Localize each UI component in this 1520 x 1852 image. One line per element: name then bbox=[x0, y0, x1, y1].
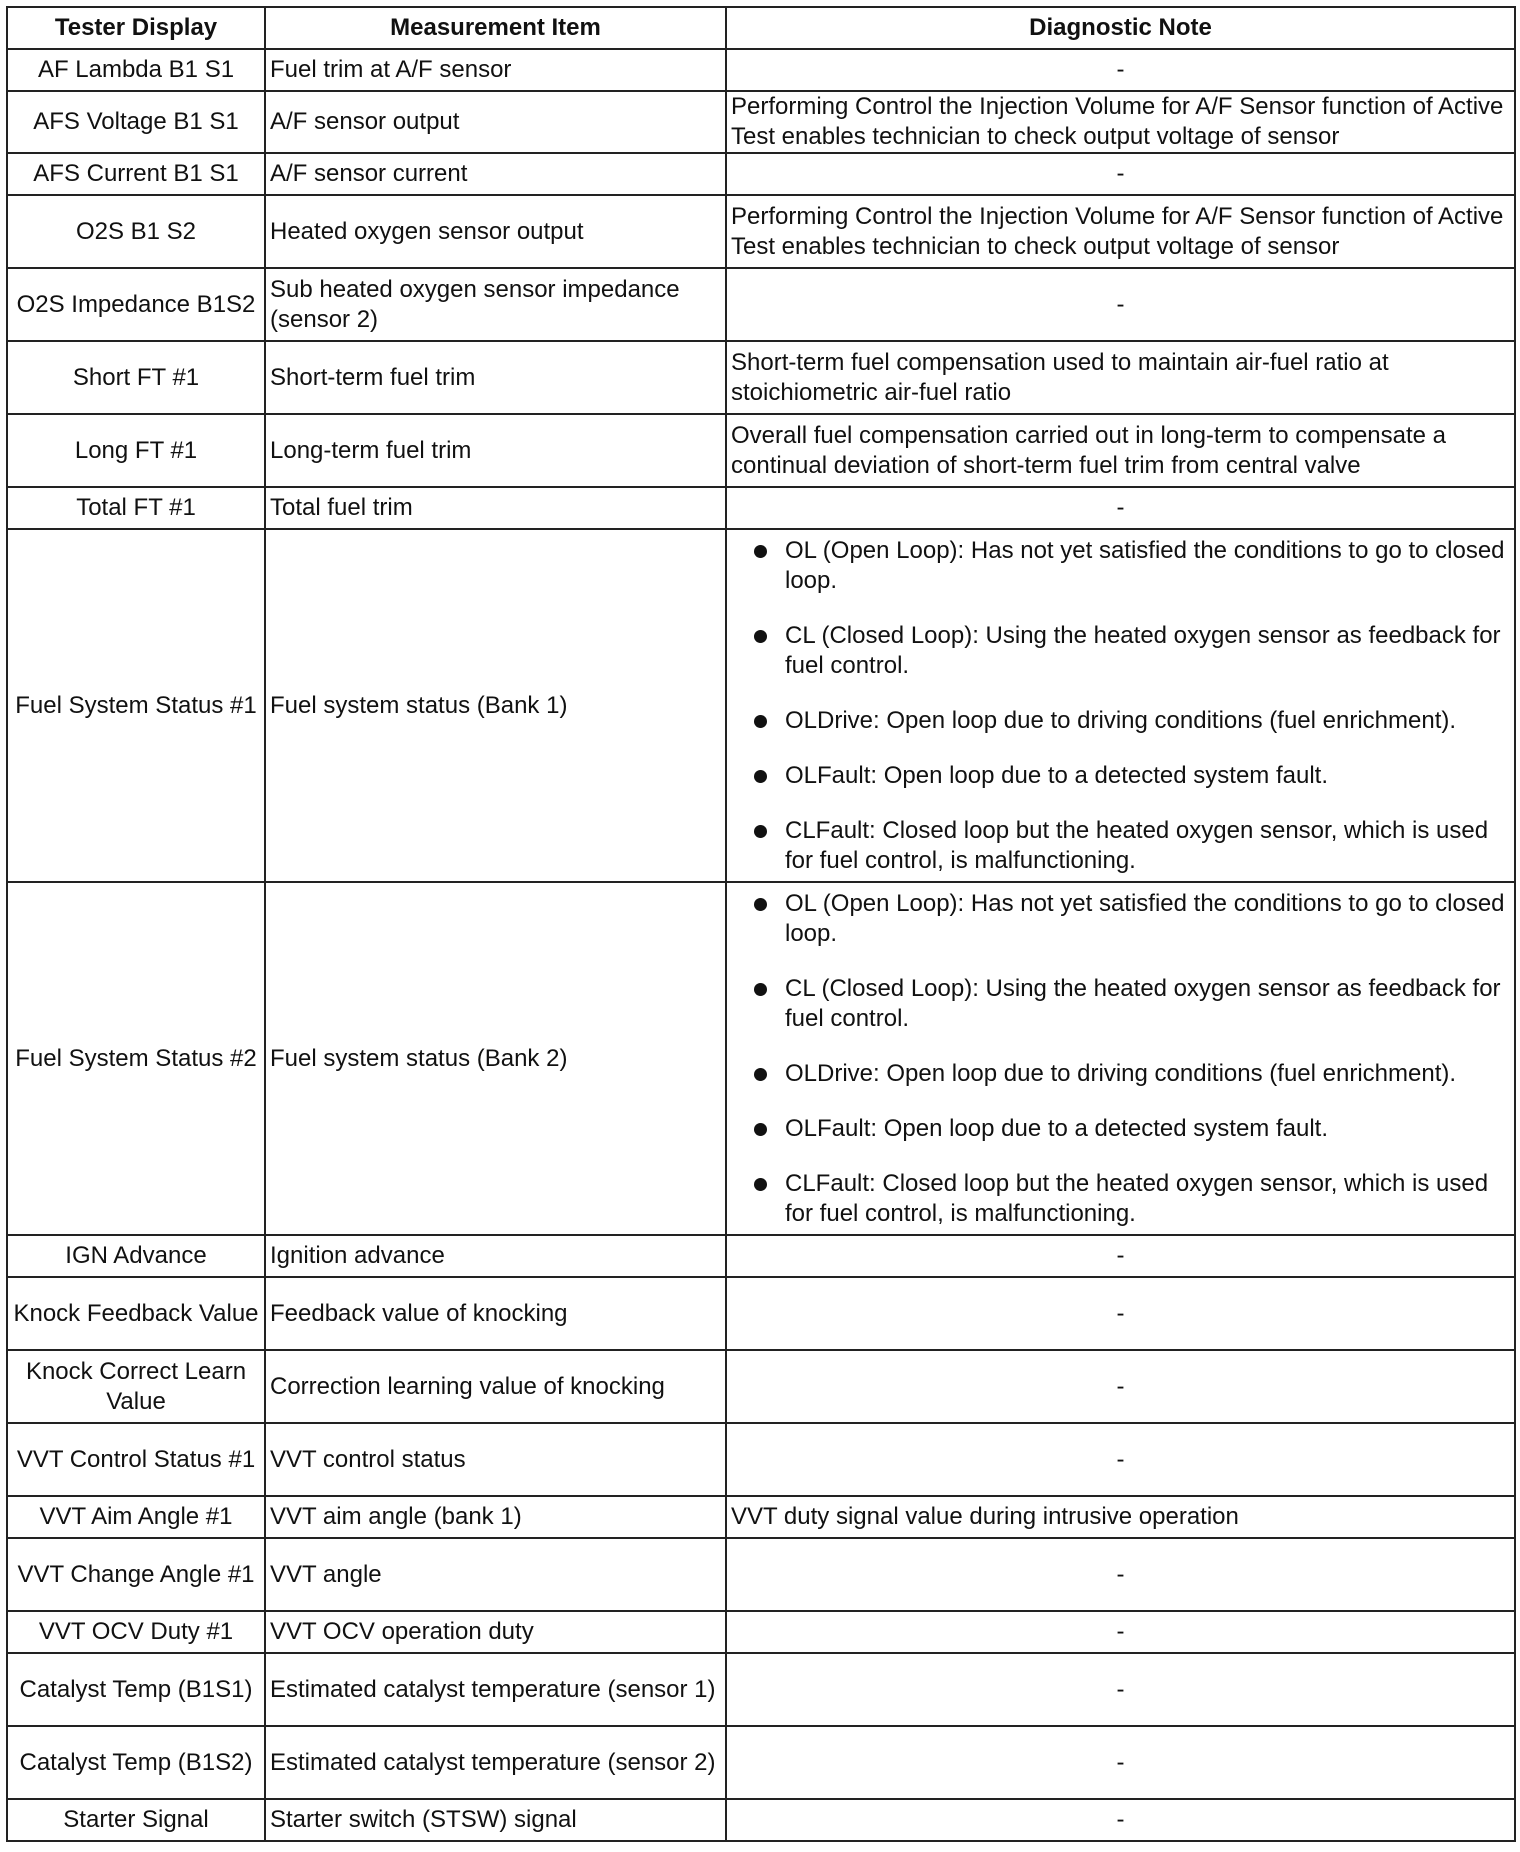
diagnostic-note-cell: - bbox=[726, 49, 1515, 91]
tester-display-cell: AF Lambda B1 S1 bbox=[7, 49, 265, 91]
header-diagnostic-note: Diagnostic Note bbox=[726, 7, 1515, 49]
list-item bbox=[731, 1114, 1510, 1144]
diagnostic-note-cell bbox=[726, 882, 1515, 1235]
table-row bbox=[7, 1277, 1515, 1350]
bullet-icon bbox=[754, 770, 767, 783]
measurement-item-cell: Fuel system status (Bank 2) bbox=[265, 882, 726, 1235]
list-item bbox=[731, 1169, 1510, 1229]
bullet-icon bbox=[754, 983, 767, 996]
tester-display-cell: Catalyst Temp (B1S2) bbox=[7, 1726, 265, 1799]
tester-display-cell: Starter Signal bbox=[7, 1799, 265, 1841]
table-row bbox=[7, 1350, 1515, 1423]
tester-display-cell: Long FT #1 bbox=[7, 414, 265, 487]
table-row bbox=[7, 153, 1515, 195]
diagnostic-note-cell: - bbox=[726, 1277, 1515, 1350]
measurement-item-cell: VVT control status bbox=[265, 1423, 726, 1496]
measurement-item-cell: Heated oxygen sensor output bbox=[265, 195, 726, 268]
diagnostic-note-cell: - bbox=[726, 1799, 1515, 1841]
measurement-item-cell: Total fuel trim bbox=[265, 487, 726, 529]
tester-display-cell: Short FT #1 bbox=[7, 341, 265, 414]
list-item bbox=[731, 974, 1510, 1034]
list-item-text: OLDrive: Open loop due to driving conditions (fuel enrichment). bbox=[785, 706, 1457, 734]
list-item-text: OL (Open Loop): Has not yet satisfied the conditions to go to closed loop. bbox=[785, 536, 1505, 594]
table-row bbox=[7, 49, 1515, 91]
diagnostic-note-cell: Short-term fuel compensation used to maintain air-fuel ratio at stoichiometric air-fuel ratio bbox=[726, 341, 1515, 414]
table-row bbox=[7, 1235, 1515, 1277]
list-item bbox=[731, 816, 1510, 876]
list-item-text: CL (Closed Loop): Using the heated oxygen sensor as feedback for fuel control. bbox=[785, 621, 1501, 679]
tester-display-cell: Knock Feedback Value bbox=[7, 1277, 265, 1350]
list-item bbox=[731, 761, 1510, 791]
diagnostic-note-cell: VVT duty signal value during intrusive operation bbox=[726, 1496, 1515, 1538]
measurement-item-cell: A/F sensor current bbox=[265, 153, 726, 195]
measurement-item-cell: VVT angle bbox=[265, 1538, 726, 1611]
fuel-status-list bbox=[731, 889, 1510, 1229]
tester-display-cell: VVT Aim Angle #1 bbox=[7, 1496, 265, 1538]
tester-display-cell: Catalyst Temp (B1S1) bbox=[7, 1653, 265, 1726]
diagnostic-note-cell: Performing Control the Injection Volume for A/F Sensor function of Active Test enables technician to check output voltage of sensor bbox=[726, 91, 1515, 153]
diagnostic-note-cell bbox=[726, 529, 1515, 882]
table-row bbox=[7, 882, 1515, 1235]
bullet-icon bbox=[754, 898, 767, 911]
diagnostic-note-cell: Performing Control the Injection Volume for A/F Sensor function of Active Test enables technician to check output voltage of sensor bbox=[726, 195, 1515, 268]
table-row bbox=[7, 91, 1515, 153]
bullet-icon bbox=[754, 1068, 767, 1081]
bullet-icon bbox=[754, 545, 767, 558]
list-item bbox=[731, 1059, 1510, 1089]
measurement-item-cell: Estimated catalyst temperature (sensor 2) bbox=[265, 1726, 726, 1799]
tester-display-cell: VVT OCV Duty #1 bbox=[7, 1611, 265, 1653]
tester-display-cell: Fuel System Status #2 bbox=[7, 882, 265, 1235]
diagnostic-note-cell: - bbox=[726, 1350, 1515, 1423]
list-item bbox=[731, 536, 1510, 596]
measurement-item-cell: A/F sensor output bbox=[265, 91, 726, 153]
table-row bbox=[7, 487, 1515, 529]
tester-display-cell: VVT Change Angle #1 bbox=[7, 1538, 265, 1611]
table-row bbox=[7, 1653, 1515, 1726]
table-row bbox=[7, 1611, 1515, 1653]
diagnostic-note-cell: - bbox=[726, 1726, 1515, 1799]
diagnostic-note-cell: - bbox=[726, 1423, 1515, 1496]
fuel-status-list bbox=[731, 536, 1510, 876]
measurement-item-cell: Short-term fuel trim bbox=[265, 341, 726, 414]
tester-display-cell: Fuel System Status #1 bbox=[7, 529, 265, 882]
list-item bbox=[731, 706, 1510, 736]
bullet-icon bbox=[754, 1178, 767, 1191]
tester-display-cell: Knock Correct Learn Value bbox=[7, 1350, 265, 1423]
tester-display-cell: Total FT #1 bbox=[7, 487, 265, 529]
diagnostic-note-cell: - bbox=[726, 1538, 1515, 1611]
diagnostic-note-cell: - bbox=[726, 1235, 1515, 1277]
list-item-text: OLFault: Open loop due to a detected system fault. bbox=[785, 1114, 1328, 1142]
bullet-icon bbox=[754, 1123, 767, 1136]
measurement-item-cell: Ignition advance bbox=[265, 1235, 726, 1277]
tester-display-cell: AFS Current B1 S1 bbox=[7, 153, 265, 195]
list-item-text: CLFault: Closed loop but the heated oxygen sensor, which is used for fuel control, is malfunctioning. bbox=[785, 816, 1489, 874]
table-row bbox=[7, 268, 1515, 341]
measurement-item-cell: Feedback value of knocking bbox=[265, 1277, 726, 1350]
table-body bbox=[7, 49, 1515, 1841]
table-row bbox=[7, 1423, 1515, 1496]
bullet-icon bbox=[754, 715, 767, 728]
list-item bbox=[731, 621, 1510, 681]
bullet-icon bbox=[754, 825, 767, 838]
measurement-item-cell: Estimated catalyst temperature (sensor 1) bbox=[265, 1653, 726, 1726]
diagnostic-note-cell: - bbox=[726, 487, 1515, 529]
table-row bbox=[7, 195, 1515, 268]
measurement-item-cell: VVT aim angle (bank 1) bbox=[265, 1496, 726, 1538]
list-item-text: CL (Closed Loop): Using the heated oxygen sensor as feedback for fuel control. bbox=[785, 974, 1501, 1032]
header-tester-display: Tester Display bbox=[7, 7, 265, 49]
table-row bbox=[7, 1799, 1515, 1841]
measurement-item-cell: Starter switch (STSW) signal bbox=[265, 1799, 726, 1841]
table-row bbox=[7, 1726, 1515, 1799]
diagnostic-note-cell: - bbox=[726, 268, 1515, 341]
list-item-text: OL (Open Loop): Has not yet satisfied the conditions to go to closed loop. bbox=[785, 889, 1505, 947]
measurement-item-cell: Fuel system status (Bank 1) bbox=[265, 529, 726, 882]
list-item-text: OLDrive: Open loop due to driving conditions (fuel enrichment). bbox=[785, 1059, 1457, 1087]
diagnostic-note-cell: - bbox=[726, 153, 1515, 195]
list-item-text: CLFault: Closed loop but the heated oxygen sensor, which is used for fuel control, is malfunctioning. bbox=[785, 1169, 1489, 1227]
measurement-item-cell: Long-term fuel trim bbox=[265, 414, 726, 487]
table-row bbox=[7, 529, 1515, 882]
diagnostic-note-cell: Overall fuel compensation carried out in long-term to compensate a continual deviation of short-term fuel trim from central valve bbox=[726, 414, 1515, 487]
tester-display-cell: AFS Voltage B1 S1 bbox=[7, 91, 265, 153]
table-row bbox=[7, 1496, 1515, 1538]
diagnostic-note-cell: - bbox=[726, 1653, 1515, 1726]
bullet-icon bbox=[754, 630, 767, 643]
measurement-item-cell: Fuel trim at A/F sensor bbox=[265, 49, 726, 91]
table-header-row bbox=[7, 7, 1515, 49]
list-item bbox=[731, 889, 1510, 949]
tester-display-cell: O2S B1 S2 bbox=[7, 195, 265, 268]
diagnostic-note-cell: - bbox=[726, 1611, 1515, 1653]
table-row bbox=[7, 341, 1515, 414]
tester-display-cell: VVT Control Status #1 bbox=[7, 1423, 265, 1496]
tester-display-cell: O2S Impedance B1S2 bbox=[7, 268, 265, 341]
measurement-item-cell: VVT OCV operation duty bbox=[265, 1611, 726, 1653]
list-item-text: OLFault: Open loop due to a detected system fault. bbox=[785, 761, 1328, 789]
measurement-item-cell: Correction learning value of knocking bbox=[265, 1350, 726, 1423]
header-measurement-item: Measurement Item bbox=[265, 7, 726, 49]
measurement-item-cell: Sub heated oxygen sensor impedance (sensor 2) bbox=[265, 268, 726, 341]
data-list-table bbox=[6, 6, 1516, 1842]
tester-display-cell: IGN Advance bbox=[7, 1235, 265, 1277]
table-row bbox=[7, 414, 1515, 487]
table-row bbox=[7, 1538, 1515, 1611]
